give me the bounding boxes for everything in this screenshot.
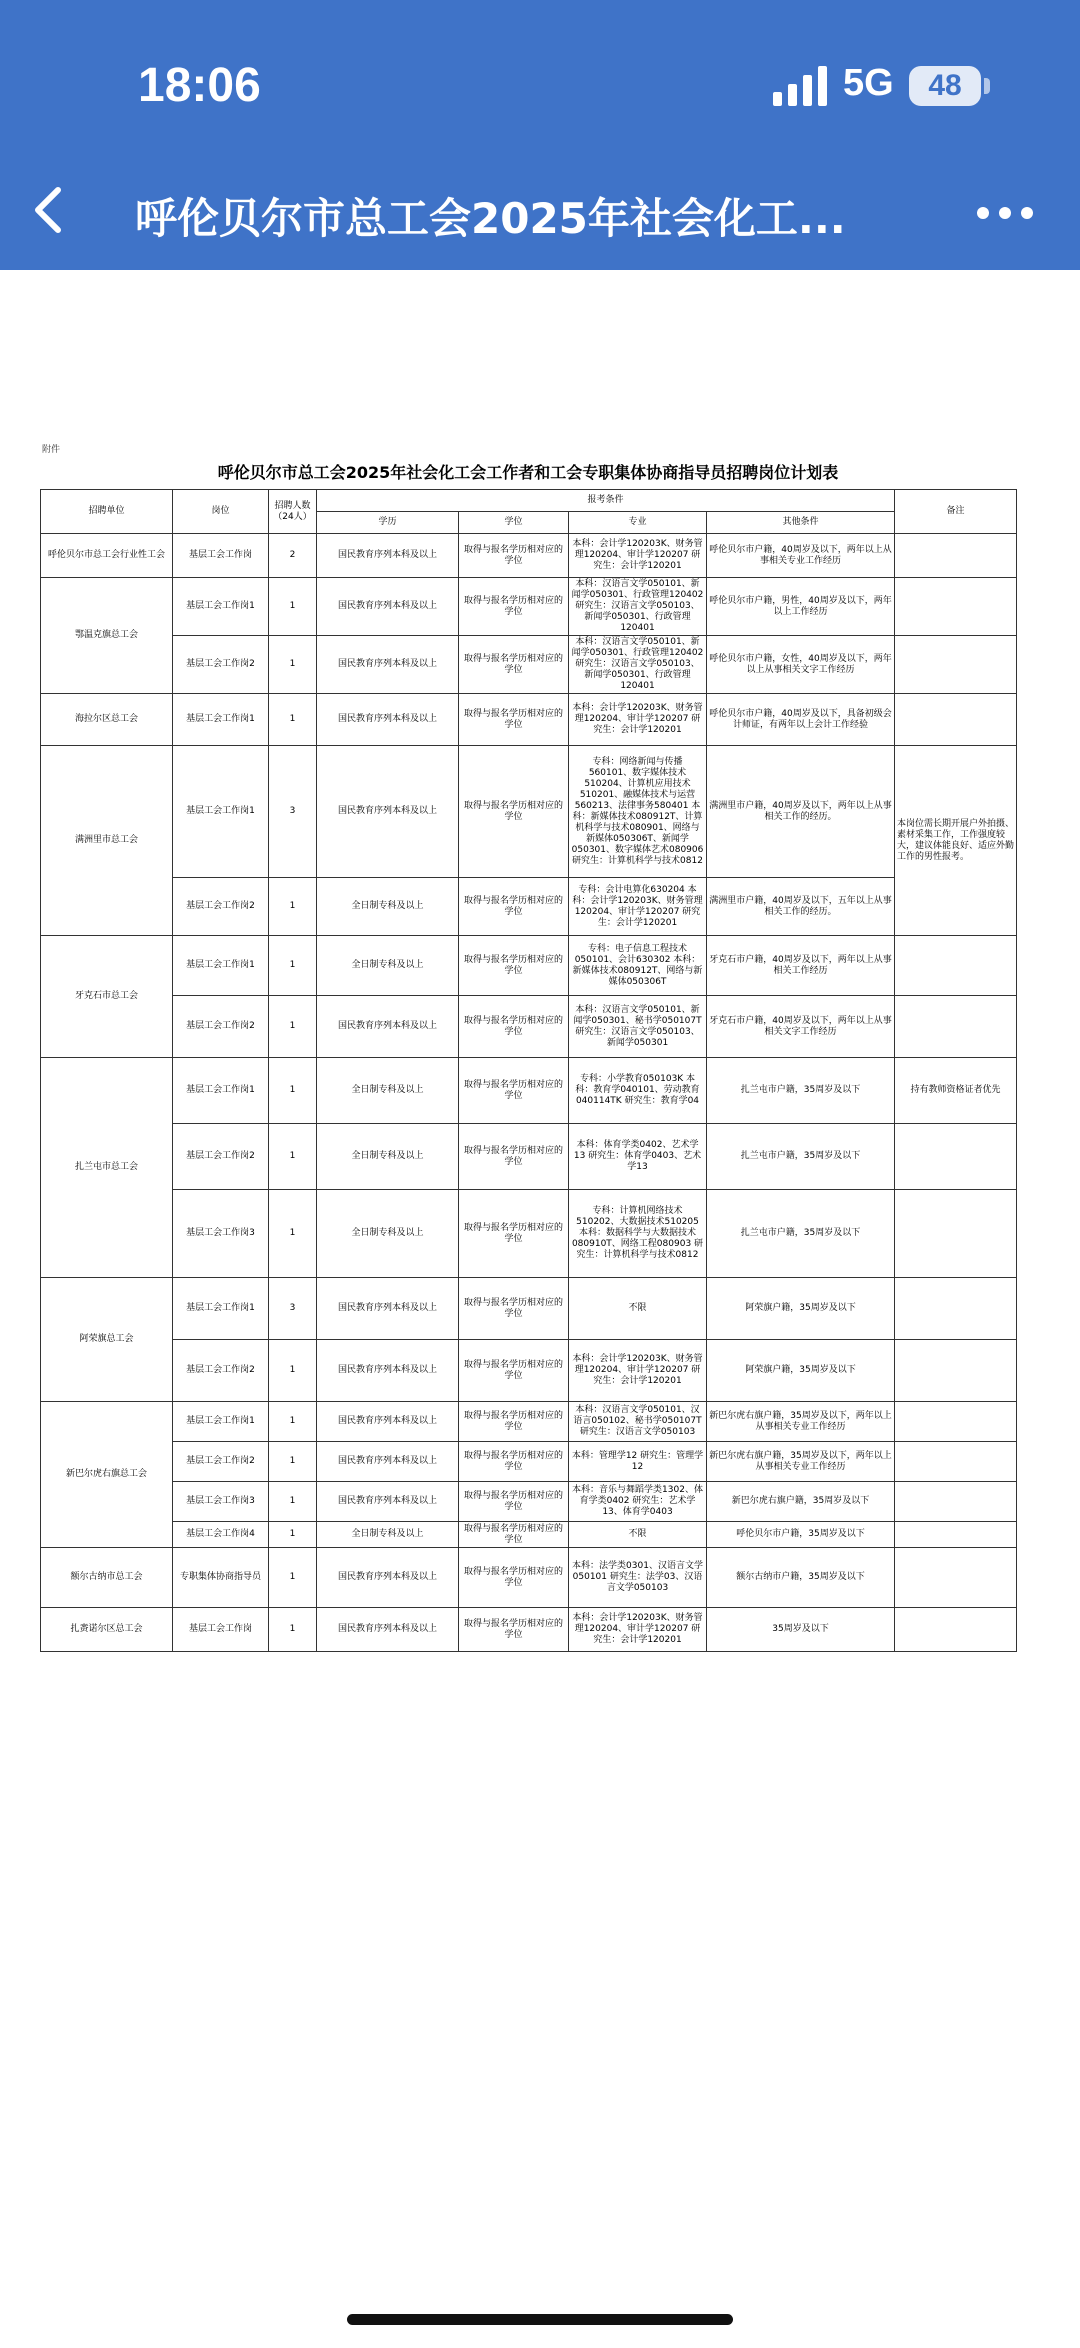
cell-edu: 国民教育序列本科及以上 (317, 1278, 459, 1340)
cell-post: 基层工会工作岗2 (173, 1442, 269, 1482)
cell-count: 3 (269, 746, 317, 878)
header-major: 专业 (569, 512, 707, 534)
table-row (41, 1058, 1017, 1124)
header-conditions: 报考条件 (317, 490, 895, 512)
cell-major: 本科：法学类0301、汉语言文学050101 研究生：法学03、汉语言文学050103 (569, 1548, 707, 1608)
cell-degree: 取得与报名学历相对应的学位 (459, 1608, 569, 1652)
cell-degree: 取得与报名学历相对应的学位 (459, 1124, 569, 1190)
table-row (41, 1442, 1017, 1482)
header-note: 备注 (895, 490, 1017, 534)
cell-count: 1 (269, 1482, 317, 1522)
cell-note (895, 1442, 1017, 1482)
cell-note: 本岗位需长期开展户外拍摄、素材采集工作，工作强度较大，建议体能良好、适应外勤工作的男性报考。 (895, 746, 1017, 936)
cell-count: 1 (269, 996, 317, 1058)
network-type: 5G (843, 62, 894, 104)
header-degree: 学位 (459, 512, 569, 534)
table-row (41, 746, 1017, 878)
top-bar (0, 0, 1080, 270)
cell-degree: 取得与报名学历相对应的学位 (459, 1340, 569, 1402)
cell-edu: 国民教育序列本科及以上 (317, 746, 459, 878)
cell-count: 1 (269, 1442, 317, 1482)
cell-major: 本科：会计学120203K、财务管理120204、审计学120207 研究生：会计学120201 (569, 534, 707, 578)
cell-other: 牙克石市户籍，40周岁及以下，两年以上从事相关工作经历 (707, 936, 895, 996)
recruitment-table (40, 489, 1017, 1652)
cell-other: 阿荣旗户籍，35周岁及以下 (707, 1340, 895, 1402)
more-icon[interactable] (975, 205, 1035, 221)
cell-edu: 国民教育序列本科及以上 (317, 1340, 459, 1402)
cell-major: 专科：计算机网络技术510202、大数据技术510205 本科：数据科学与大数据技术080910T、网络工程080903 研究生：计算机科学与技术0812 (569, 1190, 707, 1278)
cell-post: 基层工会工作岗1 (173, 578, 269, 636)
table-row (41, 636, 1017, 694)
cell-post: 基层工会工作岗2 (173, 996, 269, 1058)
cell-note (895, 996, 1017, 1058)
cell-note (895, 1190, 1017, 1278)
cell-major: 本科：体育学类0402、艺术学13 研究生：体育学0403、艺术学13 (569, 1124, 707, 1190)
cell-unit: 牙克石市总工会 (41, 936, 173, 1058)
cell-edu: 全日制专科及以上 (317, 1522, 459, 1548)
table-row (41, 1548, 1017, 1608)
cell-edu: 国民教育序列本科及以上 (317, 636, 459, 694)
table-row (41, 1608, 1017, 1652)
cell-count: 1 (269, 694, 317, 746)
cell-major: 专科：小学教育050103K 本科：教育学040101、劳动教育040114TK 研究生：教育学04 (569, 1058, 707, 1124)
cell-edu: 国民教育序列本科及以上 (317, 534, 459, 578)
cell-other: 呼伦贝尔市户籍，40周岁及以下，具备初级会计师证，有两年以上会计工作经验 (707, 694, 895, 746)
cell-edu: 国民教育序列本科及以上 (317, 694, 459, 746)
cell-note (895, 1402, 1017, 1442)
table-row (41, 578, 1017, 636)
table-row (41, 1340, 1017, 1402)
cell-degree: 取得与报名学历相对应的学位 (459, 694, 569, 746)
cell-major: 本科：音乐与舞蹈学类1302、体育学类0402 研究生：艺术学13、体育学0403 (569, 1482, 707, 1522)
cell-degree: 取得与报名学历相对应的学位 (459, 1522, 569, 1548)
cell-note (895, 1278, 1017, 1340)
cell-note (895, 1124, 1017, 1190)
cell-post: 基层工会工作岗3 (173, 1190, 269, 1278)
cell-unit: 满洲里市总工会 (41, 746, 173, 936)
cell-degree: 取得与报名学历相对应的学位 (459, 996, 569, 1058)
cell-degree: 取得与报名学历相对应的学位 (459, 1190, 569, 1278)
cell-count: 1 (269, 636, 317, 694)
table-row (41, 936, 1017, 996)
table-row (41, 1124, 1017, 1190)
cell-edu: 国民教育序列本科及以上 (317, 996, 459, 1058)
cell-edu: 国民教育序列本科及以上 (317, 578, 459, 636)
home-indicator[interactable] (347, 2314, 733, 2325)
cell-count: 3 (269, 1278, 317, 1340)
cell-unit: 海拉尔区总工会 (41, 694, 173, 746)
cell-unit: 扎赉诺尔区总工会 (41, 1608, 173, 1652)
cell-count: 1 (269, 1402, 317, 1442)
cell-count: 1 (269, 1548, 317, 1608)
cell-unit: 鄂温克旗总工会 (41, 578, 173, 694)
table-row (41, 1402, 1017, 1442)
cell-count: 1 (269, 1522, 317, 1548)
header-count: 招聘人数（24人） (269, 490, 317, 534)
cell-post: 基层工会工作岗2 (173, 1340, 269, 1402)
cell-count: 1 (269, 1608, 317, 1652)
cell-unit: 扎兰屯市总工会 (41, 1058, 173, 1278)
header-other: 其他条件 (707, 512, 895, 534)
cell-other: 满洲里市户籍，40周岁及以下，两年以上从事相关工作的经历。 (707, 746, 895, 878)
cell-note (895, 1608, 1017, 1652)
cell-other: 满洲里市户籍，40周岁及以下，五年以上从事相关工作的经历。 (707, 878, 895, 936)
table-row (41, 1522, 1017, 1548)
cell-major: 本科：汉语言文学050101、新闻学050301、秘书学050107T 研究生：汉语言文学050103、新闻学050301 (569, 996, 707, 1058)
cell-post: 基层工会工作岗4 (173, 1522, 269, 1548)
cell-other: 呼伦贝尔市户籍，40周岁及以下，两年以上从事相关专业工作经历 (707, 534, 895, 578)
cell-edu: 国民教育序列本科及以上 (317, 1482, 459, 1522)
cell-note (895, 578, 1017, 636)
cell-other: 额尔古纳市户籍，35周岁及以下 (707, 1548, 895, 1608)
cell-count: 1 (269, 936, 317, 996)
cell-note (895, 694, 1017, 746)
cell-degree: 取得与报名学历相对应的学位 (459, 936, 569, 996)
cell-count: 1 (269, 1340, 317, 1402)
cell-degree: 取得与报名学历相对应的学位 (459, 1058, 569, 1124)
cell-edu: 全日制专科及以上 (317, 878, 459, 936)
cell-edu: 全日制专科及以上 (317, 936, 459, 996)
cell-other: 扎兰屯市户籍，35周岁及以下 (707, 1190, 895, 1278)
cell-major: 专科：会计电算化630204 本科：会计学120203K、财务管理120204、审计学120207 研究生：会计学120201 (569, 878, 707, 936)
cell-major: 专科：电子信息工程技术050101、会计630302 本科：新媒体技术080912T、网络与新媒体050306T (569, 936, 707, 996)
cell-post: 基层工会工作岗2 (173, 878, 269, 936)
cell-edu: 国民教育序列本科及以上 (317, 1442, 459, 1482)
cell-post: 基层工会工作岗 (173, 1608, 269, 1652)
cell-note: 持有教师资格证者优先 (895, 1058, 1017, 1124)
cell-count: 1 (269, 878, 317, 936)
table-row (41, 1190, 1017, 1278)
cell-post: 基层工会工作岗1 (173, 936, 269, 996)
document-title: 呼伦贝尔市总工会2025年社会化工会工作者和工会专职集体协商指导员招聘岗位计划表 (217, 463, 839, 482)
cell-degree: 取得与报名学历相对应的学位 (459, 636, 569, 694)
cell-other: 新巴尔虎右旗户籍，35周岁及以下，两年以上从事相关专业工作经历 (707, 1402, 895, 1442)
cell-post: 基层工会工作岗1 (173, 694, 269, 746)
cell-unit: 呼伦贝尔市总工会行业性工会 (41, 534, 173, 578)
back-icon[interactable] (22, 180, 78, 240)
battery-tip (984, 78, 990, 94)
cell-degree: 取得与报名学历相对应的学位 (459, 1482, 569, 1522)
cell-degree: 取得与报名学历相对应的学位 (459, 1278, 569, 1340)
cell-edu: 全日制专科及以上 (317, 1190, 459, 1278)
cell-degree: 取得与报名学历相对应的学位 (459, 746, 569, 878)
cell-degree: 取得与报名学历相对应的学位 (459, 1442, 569, 1482)
cell-count: 1 (269, 1058, 317, 1124)
signal-icon (773, 66, 829, 106)
header-edu: 学历 (317, 512, 459, 534)
table-row (41, 996, 1017, 1058)
cell-other: 35周岁及以下 (707, 1608, 895, 1652)
cell-degree: 取得与报名学历相对应的学位 (459, 878, 569, 936)
cell-major: 本科：汉语言文学050101、新闻学050301、行政管理120402 研究生：汉语言文学050103、新闻学050301、行政管理120401 (569, 578, 707, 636)
cell-other: 新巴尔虎右旗户籍，35周岁及以下，两年以上从事相关专业工作经历 (707, 1442, 895, 1482)
header-unit: 招聘单位 (41, 490, 173, 534)
cell-count: 2 (269, 534, 317, 578)
cell-edu: 全日制专科及以上 (317, 1058, 459, 1124)
cell-major: 本科：汉语言文学050101、新闻学050301、行政管理120402 研究生：汉语言文学050103、新闻学050301、行政管理120401 (569, 636, 707, 694)
cell-note (895, 1340, 1017, 1402)
battery-icon: 48 (909, 66, 981, 106)
table-row (41, 694, 1017, 746)
cell-major: 不限 (569, 1278, 707, 1340)
cell-degree: 取得与报名学历相对应的学位 (459, 578, 569, 636)
cell-unit: 额尔古纳市总工会 (41, 1548, 173, 1608)
status-time: 18:06 (138, 59, 261, 112)
cell-major: 本科：会计学120203K、财务管理120204、审计学120207 研究生：会计学120201 (569, 694, 707, 746)
cell-note (895, 936, 1017, 996)
cell-other: 扎兰屯市户籍，35周岁及以下 (707, 1058, 895, 1124)
table-row (41, 1482, 1017, 1522)
cell-other: 牙克石市户籍，40周岁及以下，两年以上从事相关文字工作经历 (707, 996, 895, 1058)
cell-count: 1 (269, 578, 317, 636)
cell-edu: 全日制专科及以上 (317, 1124, 459, 1190)
cell-major: 本科：管理学12 研究生：管理学12 (569, 1442, 707, 1482)
cell-major: 本科：汉语言文学050101、汉语言050102、秘书学050107T 研究生：汉语言文学050103 (569, 1402, 707, 1442)
cell-other: 呼伦贝尔市户籍，女性，40周岁及以下，两年以上从事相关文字工作经历 (707, 636, 895, 694)
cell-major: 不限 (569, 1522, 707, 1548)
cell-post: 基层工会工作岗2 (173, 636, 269, 694)
cell-degree: 取得与报名学历相对应的学位 (459, 1548, 569, 1608)
table-row (41, 1278, 1017, 1340)
cell-post: 基层工会工作岗2 (173, 1124, 269, 1190)
header-post: 岗位 (173, 490, 269, 534)
cell-unit: 新巴尔虎右旗总工会 (41, 1402, 173, 1548)
cell-major: 专科：网络新闻与传播560101、数字媒体技术510204、计算机应用技术510201、融媒体技术与运营560213、法律事务580401 本科：新媒体技术080912T、计算机科学与技术080901、网络与新媒体050306T、新闻学050301、数字媒体艺术080906 研究生：计算机科学与技术0812 (569, 746, 707, 878)
cell-other: 新巴尔虎右旗户籍，35周岁及以下 (707, 1482, 895, 1522)
attachment-label: 附件 (42, 445, 61, 455)
cell-count: 1 (269, 1190, 317, 1278)
cell-edu: 国民教育序列本科及以上 (317, 1608, 459, 1652)
cell-post: 基层工会工作岗 (173, 534, 269, 578)
cell-major: 本科：会计学120203K、财务管理120204、审计学120207 研究生：会计学120201 (569, 1340, 707, 1402)
cell-degree: 取得与报名学历相对应的学位 (459, 534, 569, 578)
cell-note (895, 636, 1017, 694)
cell-note (895, 534, 1017, 578)
cell-post: 基层工会工作岗3 (173, 1482, 269, 1522)
cell-unit: 阿荣旗总工会 (41, 1278, 173, 1402)
cell-edu: 国民教育序列本科及以上 (317, 1402, 459, 1442)
cell-note (895, 1522, 1017, 1548)
cell-post: 基层工会工作岗1 (173, 1278, 269, 1340)
cell-note (895, 1482, 1017, 1522)
cell-count: 1 (269, 1124, 317, 1190)
table-row (41, 534, 1017, 578)
cell-other: 扎兰屯市户籍，35周岁及以下 (707, 1124, 895, 1190)
cell-edu: 国民教育序列本科及以上 (317, 1548, 459, 1608)
cell-post: 基层工会工作岗1 (173, 746, 269, 878)
cell-major: 本科：会计学120203K、财务管理120204、审计学120207 研究生：会计学120201 (569, 1608, 707, 1652)
cell-post: 基层工会工作岗1 (173, 1058, 269, 1124)
cell-note (895, 1548, 1017, 1608)
cell-post: 基层工会工作岗1 (173, 1402, 269, 1442)
page-title: 呼伦贝尔市总工会2025年社会化工... (135, 194, 846, 243)
cell-other: 呼伦贝尔市户籍，男性，40周岁及以下，两年以上工作经历 (707, 578, 895, 636)
table-row (41, 878, 1017, 936)
cell-post: 专职集体协商指导员 (173, 1548, 269, 1608)
cell-degree: 取得与报名学历相对应的学位 (459, 1402, 569, 1442)
cell-other: 呼伦贝尔市户籍，35周岁及以下 (707, 1522, 895, 1548)
cell-other: 阿荣旗户籍，35周岁及以下 (707, 1278, 895, 1340)
